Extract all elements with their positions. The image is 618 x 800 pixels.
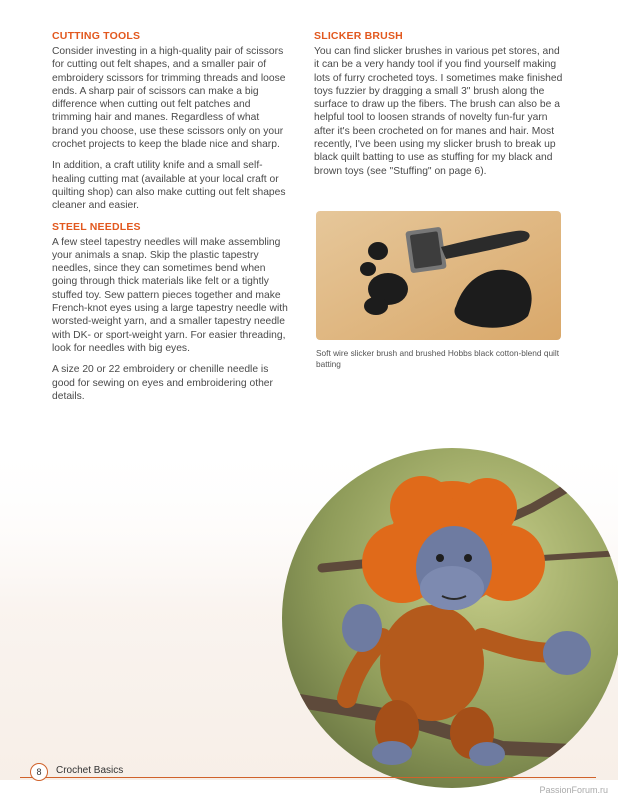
steel-needles-paragraph-1: A few steel tapestry needles will make assembling your animals a snap. Skip the plastic tapestry needles, since they can sometimes bend when going through thick materials like felt or a tightly stuffed toy. Sew pattern pieces together and make French-knot eyes using a large tapestry needle with worsted-weight yarn, and a smaller tapestry needle with DK- or sport-weight yarn. For easier threading, look for needles with big eyes.	[52, 236, 288, 354]
steel-needles-heading: STEEL NEEDLES	[52, 220, 141, 233]
steel-needles-paragraph-2: A size 20 or 22 embroidery or chenille needle is good for sewing on eyes and embroidering other details.	[52, 364, 273, 402]
slicker-brush-paragraph: You can find slicker brushes in various pet stores, and it can be a very handy tool if you find yourself making lots of furry crocheted toys. I sometimes make finished toys fuzzier by dragging a small 3" brush along the surface to draw up the fibers. The brush can also be a helpful tool to loosen strands of novelty fun-fur yarn after it's been crocheted on for manes and hair. Most recently, I've been using my slicker brush to break up black quilt batting to use as stuffing for my black and brown toys (see "Stuffing" on page 6).	[314, 46, 563, 177]
slicker-brush-illustration	[316, 211, 561, 340]
footer-rule	[20, 777, 596, 778]
slicker-brush-heading: SLICKER BRUSH	[314, 30, 403, 42]
slicker-brush-photo	[316, 211, 561, 340]
watermark: PassionForum.ru	[539, 785, 608, 795]
photo-caption: Soft wire slicker brush and brushed Hobbs black cotton-blend quilt batting	[316, 348, 560, 369]
cutting-tools-paragraph-2: In addition, a craft utility knife and a small self-healing cutting mat (available at your local craft or quilting shop) can also make cutting out felt shapes cleaner and easier.	[52, 160, 286, 212]
cutting-tools-heading: CUTTING TOOLS	[52, 30, 141, 42]
right-column	[314, 30, 564, 186]
page-number: 8	[30, 763, 48, 781]
cutting-tools-paragraph-1: Consider investing in a high-quality pair of scissors for cutting out felt shapes, and a smaller pair of embroidery scissors for trimming threads and loose ends. A sharp pair of scissors can make a big difference when cutting out felt patches and trimming hair and manes. Regardless of what brand you choose, use these scissors only on your crochet projects to keep the blade nice and sharp.	[52, 46, 286, 151]
crochet-orangutan-illustration	[282, 448, 618, 788]
orangutan-photo	[282, 448, 618, 788]
left-column	[52, 30, 288, 411]
footer-section-title: Crochet Basics	[56, 765, 124, 776]
